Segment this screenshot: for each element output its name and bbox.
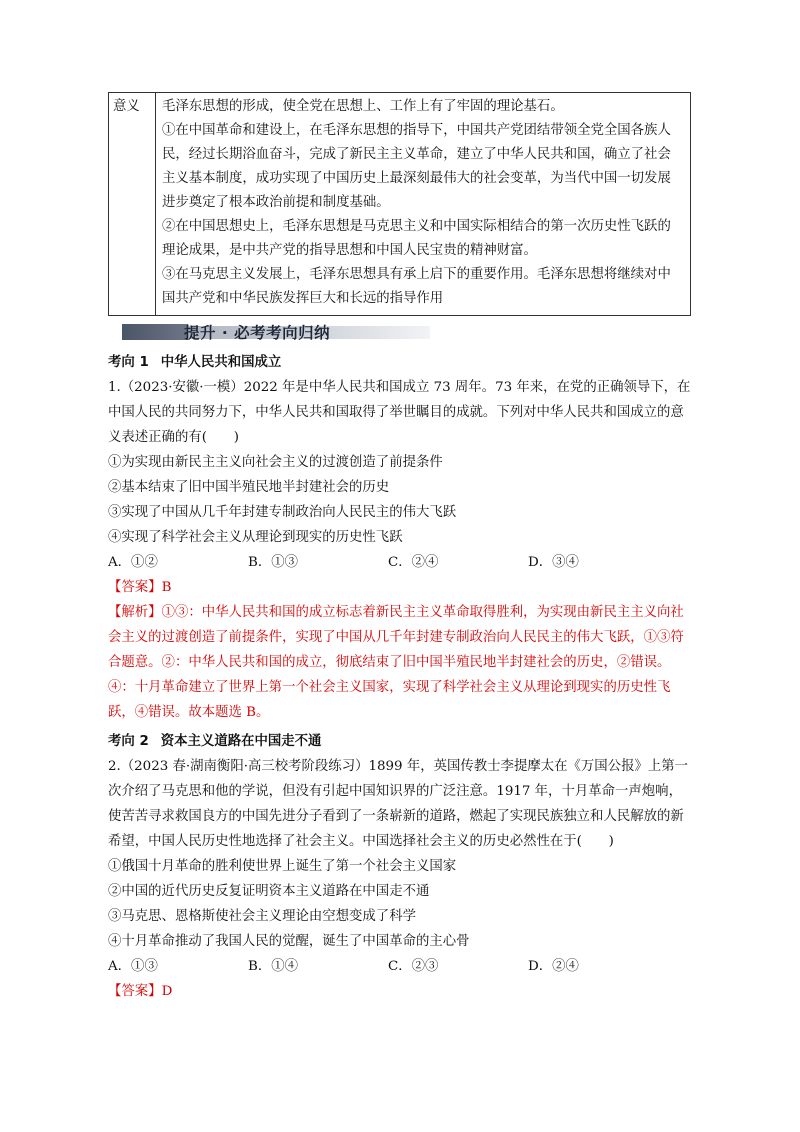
meaning-paragraph: 毛泽东思想的形成，使全党在思想上、工作上有了牢固的理论基石。 [162,99,564,114]
option-d: D．②④ [528,959,579,974]
meaning-content [156,93,691,316]
banner-lead-block [122,324,188,340]
topic-title: 资本主义道路在中国走不通 [160,734,322,749]
answer-options [108,550,694,575]
meaning-label: 意义 [109,93,156,316]
option-d: D．③④ [528,555,579,570]
statement-item: ③马克思、恩格斯使社会主义理论由空想变成了科学 [108,909,416,924]
answer-options [108,954,694,979]
answer-value: B [161,580,172,595]
topic-heading-2 [108,729,694,754]
option-b: B．①③ [248,555,299,570]
question-section [108,350,694,1004]
option-c: C．②④ [388,555,439,570]
option-b: B．①④ [248,959,299,974]
topic-heading-1 [108,350,694,375]
option-a: A．①② [108,555,158,570]
analysis-label: 【解析】 [108,605,162,620]
statement-item: ④十月革命推动了我国人民的觉醒，诞生了中国革命的主心骨 [108,934,470,949]
banner-title: 提升 · 必考考向归纳 [184,324,331,342]
answer-value: D [161,984,173,999]
topic-label: 考向 1 [108,355,149,370]
meaning-paragraph: ②在中国思想史上，毛泽东思想是马克思主义和中国实际相结合的第一次历史性飞跃的理论成果，是中共产党的指导思想和中国人民宝贵的精神财富。 [162,219,671,258]
answer-line [108,979,694,1004]
question-stem: 2.（2023 春·湖南衡阳·高三校考阶段练习）1899 年，英国传教士李提摩太在《万国公报》上第一次介绍了马克思和他的学说，但没有引起中国知识界的广泛注意。1917 年，十月革命一声炮响，使苦苦寻求救国良方的中国先进分子看到了一条崭新的道路，燃起了实现民族独立和人民解放的新希望，中国人民历史性地选择了社会主义。中国选择社会主义的历史必然性在于( ) [108,759,689,849]
option-c: C．②③ [388,959,439,974]
statement-item: ②基本结束了旧中国半殖民地半封建社会的历史 [108,480,390,495]
question-stem: 1.（2023·安徽·一模）2022 年是中华人民共和国成立 73 周年。73 年来，在党的正确领导下，在中国人民的共同努力下，中华人民共和国取得了举世瞩目的成就。下列对中华人民共和国成立的意义表述正确的有( ) [108,380,691,445]
topic-label: 考向 2 [108,734,149,749]
meaning-paragraph: ①在中国革命和建设上，在毛泽东思想的指导下，中国共产党团结带领全党全国各族人民，经过长期浴血奋斗，完成了新民主主义革命，建立了中华人民共和国，确立了社会主义基本制度，成功实现了中国历史上最深刻最伟大的社会变革，为当代中国一切发展进步奠定了根本政治前提和制度基础。 [162,123,671,210]
statement-item: ①为实现由新民主主义向社会主义的过渡创造了前提条件 [108,455,443,470]
meaning-table [108,92,691,316]
analysis-paragraph [108,600,694,725]
statement-item: ③实现了中国从几千年封建专制政治向人民民主的伟大飞跃 [108,505,457,520]
statement-item: ①俄国十月革命的胜利使世界上诞生了第一个社会主义国家 [108,859,457,874]
answer-label: 【答案】 [108,580,162,595]
answer-label: 【答案】 [108,984,162,999]
meaning-paragraph: ③在马克思主义发展上，毛泽东思想具有承上启下的重要作用。毛泽东思想将继续对中国共产党和中华民族发挥巨大和长远的指导作用 [162,267,671,306]
topic-title: 中华人民共和国成立 [160,355,282,370]
statement-item: ②中国的近代历史反复证明资本主义道路在中国走不通 [108,884,430,899]
analysis-text: ①③：中华人民共和国的成立标志着新民主主义革命取得胜利，为实现由新民主主义向社会主义的过渡创造了前提条件，实现了中国从几千年封建专制政治向人民民主的伟大飞跃，①③符合题意。②：中华人民共和国的成立，彻底结束了旧中国半殖民地半封建社会的历史，②错误。④：十月革命建立了世界上第一个社会主义国家，实现了科学社会主义从理论到现实的历史性飞跃，④错误。故本题选 B。 [108,605,684,720]
section-banner [108,318,694,346]
document-page [108,92,694,1004]
statement-item: ④实现了科学社会主义从理论到现实的历史性飞跃 [108,530,403,545]
answer-line [108,575,694,600]
option-a: A．①③ [108,959,158,974]
